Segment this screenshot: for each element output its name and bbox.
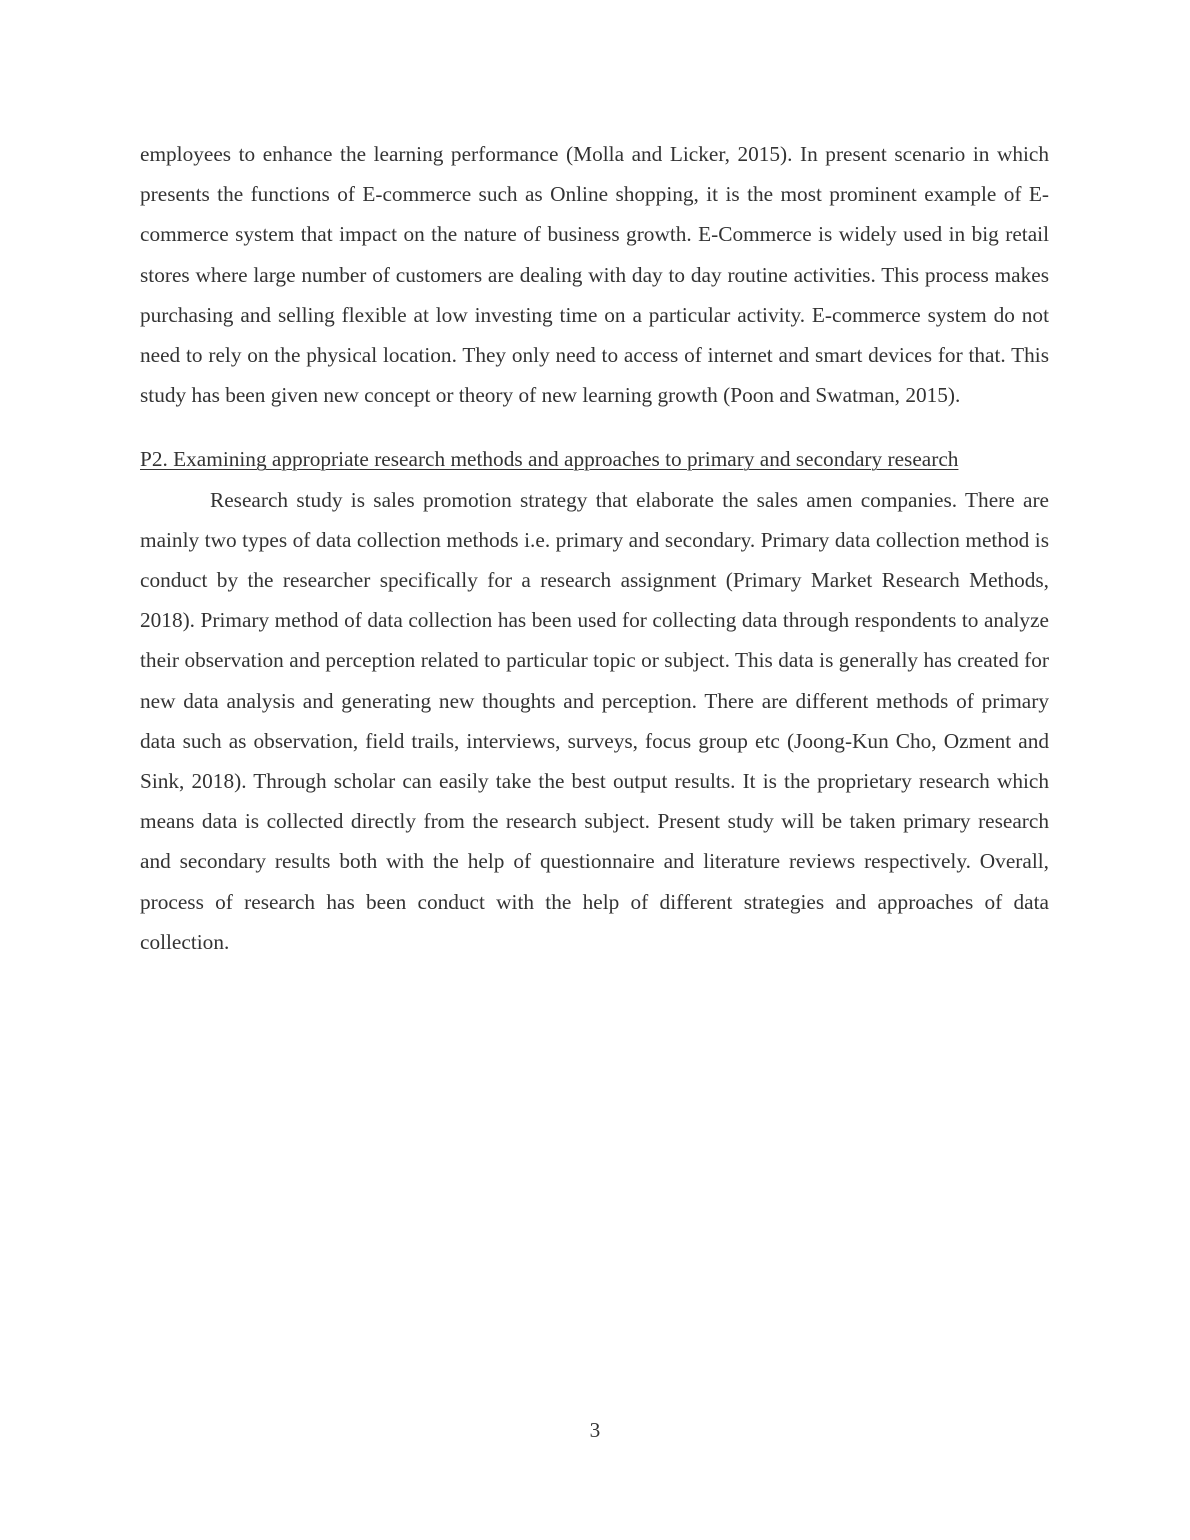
body-paragraph-ecommerce: employees to enhance the learning performance (Molla and Licker, 2015). In present scenario in which presents the functions of E-commerce such as Online shopping, it is the most prominent example of E-commerce system that impact on the nature of business growth. E-Commerce is widely used in big retail stores where large number of customers are dealing with day to day routine activities. This process makes purchasing and selling flexible at low investing time on a particular activity. E-commerce system do not need to rely on the physical location. They only need to access of internet and smart devices for that. This study has been given new concept or theory of new learning growth (Poon and Swatman, 2015). xyxy=(140,142,1049,408)
page-number: 3 xyxy=(589,1418,601,1442)
page-body xyxy=(140,134,1049,962)
body-paragraph-research-methods: Research study is sales promotion strategy that elaborate the sales amen companies. There are mainly two types of data collection methods i.e. primary and secondary. Primary data collection method is conduct by the researcher specifically for a research assignment (Primary Market Research Methods, 2018). Primary method of data collection has been used for collecting data through respondents to analyze their observation and perception related to particular topic or subject. This data is generally has created for new data analysis and generating new thoughts and perception. There are different methods of primary data such as observation, field trails, interviews, surveys, focus group etc (Joong-Kun Cho, Ozment and Sink, 2018). Through scholar can easily take the best output results. It is the proprietary research which means data is collected directly from the research subject. Present study will be taken primary research and secondary results both with the help of questionnaire and literature reviews respectively. Overall, process of research has been conduct with the help of different strategies and approaches of data collection. xyxy=(140,487,1049,954)
section-heading-p2: P2. Examining appropriate research methods and approaches to primary and secondary research xyxy=(140,447,959,472)
